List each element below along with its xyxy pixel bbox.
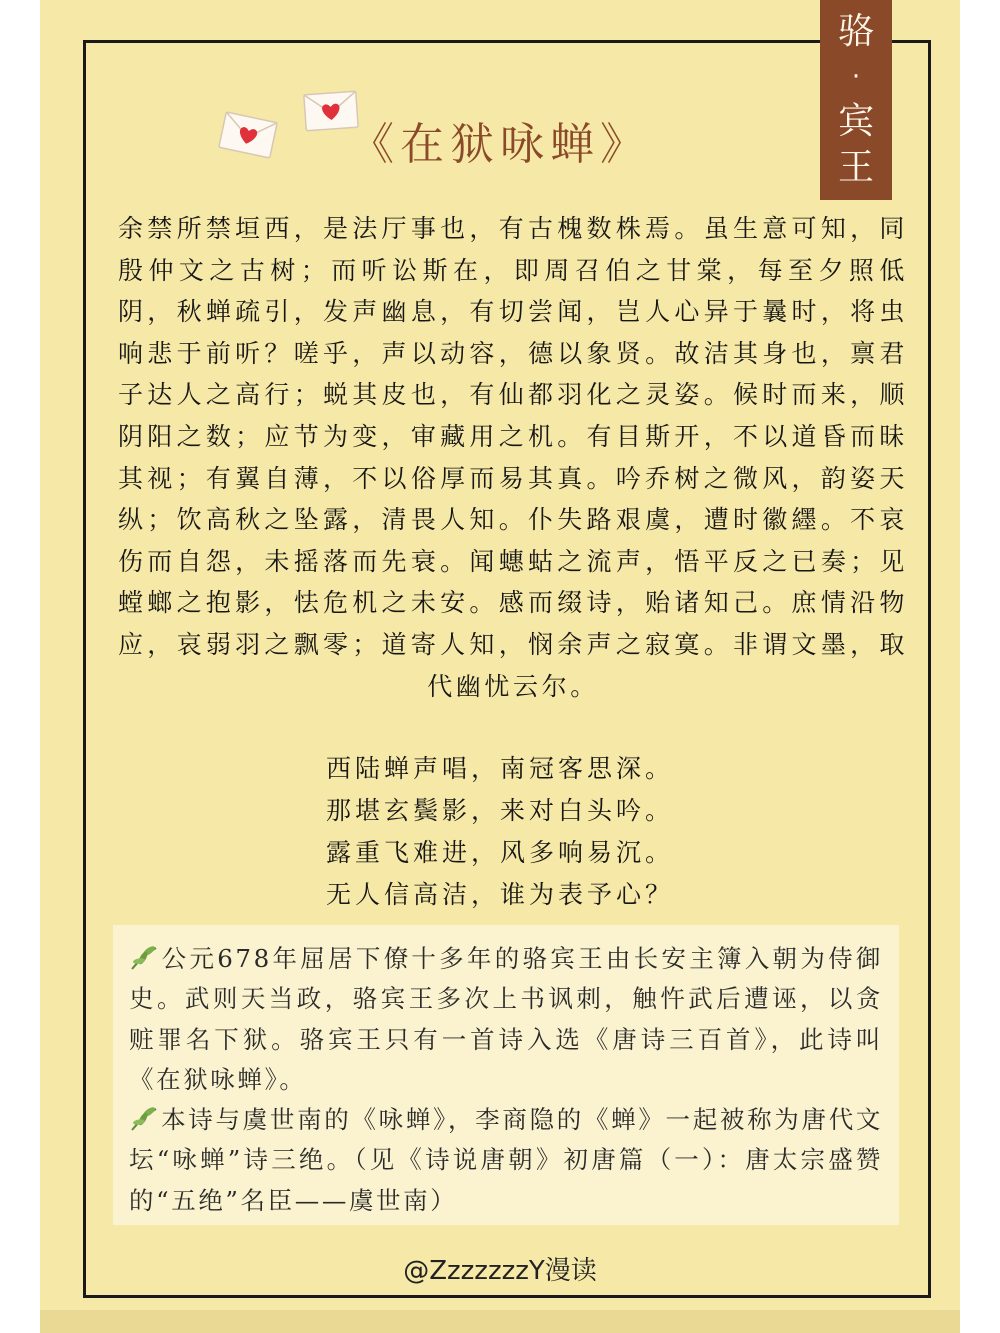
bottom-shade <box>40 1310 960 1333</box>
author-char-3: 王 <box>837 147 874 188</box>
author-separator-dot: · <box>851 62 861 92</box>
poem-line: 无人信高洁，谁为表予心？ <box>326 880 675 909</box>
note-text: 本诗与虞世南的《咏蝉》，李商隐的《蝉》一起被称为唐代文坛“咏蝉”诗三绝。（见《诗说唐朝》初唐篇（一）：唐太宗盛赞的“五绝”名臣——虞世南） <box>129 1105 883 1215</box>
leaf-icon <box>129 1106 159 1132</box>
author-tag <box>820 0 892 200</box>
author-char-2: 宾 <box>837 101 874 142</box>
poem-preface: 余禁所禁垣西，是法厅事也，有古槐数株焉。虽生意可知，同殷仲文之古树；而听讼斯在，即周召伯之甘棠，每至夕照低阴，秋蝉疏引，发声幽息，有切尝闻，岂人心异于曩时，将虫响悲于前听？嗟乎，声以动容，德以象贤。故洁其身也，禀君子达人之高行；蜕其皮也，有仙都羽化之灵姿。候时而来，顺阴阳之数；应节为变，审藏用之机。有目斯开，不以道昏而昧其视；有翼自薄，不以俗厚而易其真。吟乔树之微风，韵姿天纵；饮高秋之坠露，清畏人知。仆失路艰虞，遭时徽纆。不哀伤而自怨，未摇落而先衰。闻蟪蛄之流声，悟平反之已奏；见螳螂之抱影，怯危机之未安。感而缀诗，贻诸知己。庶情沿物应，哀弱羽之飘零；道寄人知，悯余声之寂寞。非谓文墨，取代幽忧云尔。 <box>118 214 908 701</box>
notes-box <box>113 925 899 1225</box>
author-char-1: 骆 <box>837 11 874 52</box>
leaf-icon <box>129 945 159 971</box>
note-text: 公元678年屈居下僚十多年的骆宾王由长安主簿入朝为侍御史。武则天当政，骆宾王多次上书讽刺，触忤武后遭诬，以贪赃罪名下狱。骆宾王只有一首诗入选《唐诗三百首》，此诗叫《在狱咏蝉》。 <box>129 944 883 1094</box>
note-paragraph <box>129 939 883 1100</box>
note-paragraph <box>129 1100 883 1221</box>
poem-title: 《在狱咏蝉》 <box>350 119 650 170</box>
poem-line: 那堪玄鬓影，来对白头吟。 <box>326 796 675 825</box>
author-signature: @ZzzzzzzY漫读 <box>403 1256 597 1286</box>
poem-line: 西陆蝉声唱，南冠客思深。 <box>326 754 675 783</box>
poem-body <box>326 748 746 916</box>
poem-line: 露重飞难进，风多响易沉。 <box>326 838 675 867</box>
